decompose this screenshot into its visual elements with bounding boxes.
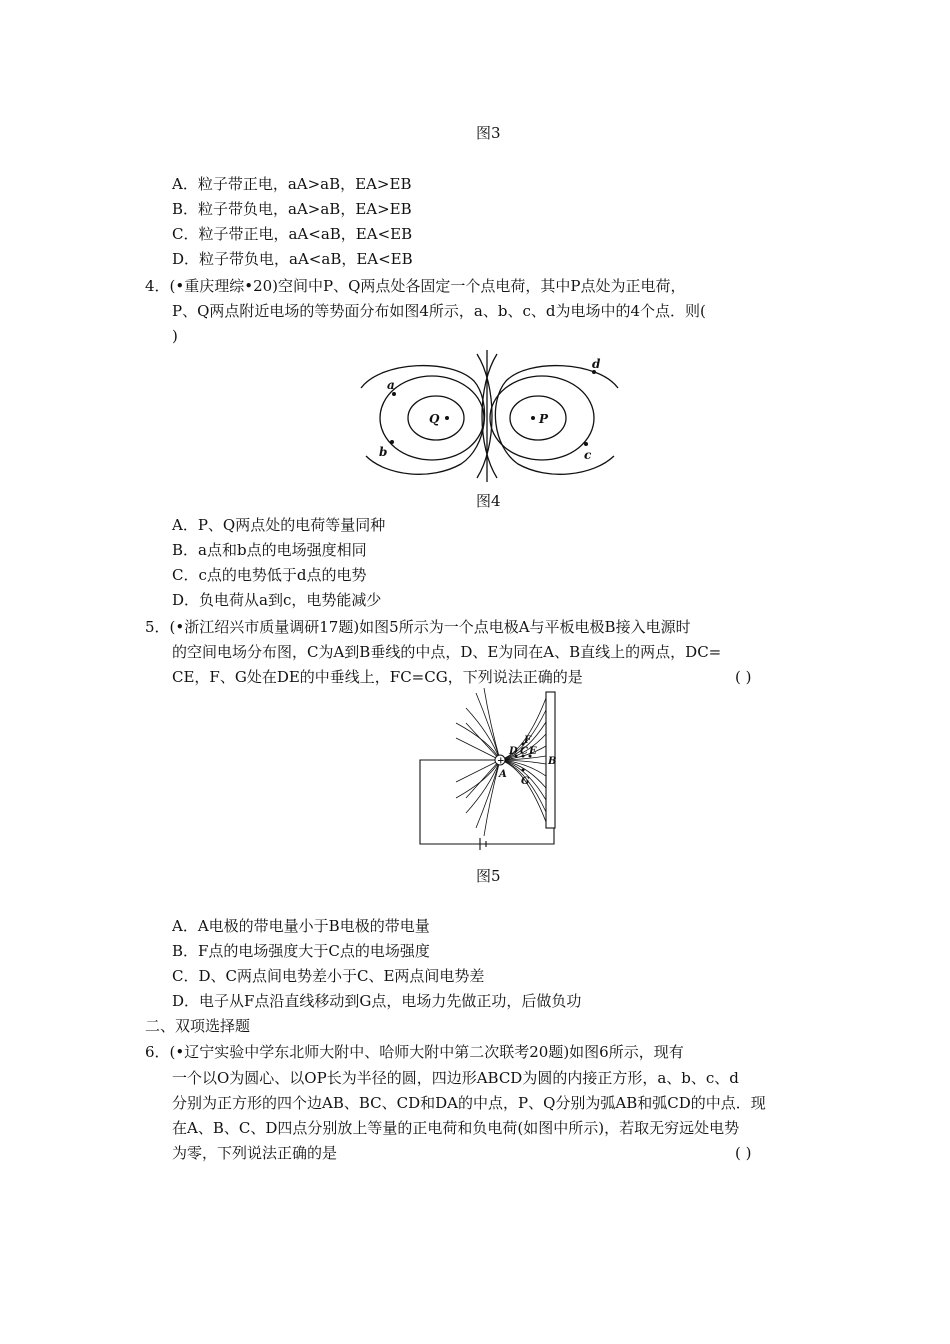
q4-stem-line-1: 4．(•重庆理综•20)空间中P、Q两点处各固定一个点电荷，其中P点处为正电荷， — [145, 277, 686, 295]
q-charge-dot — [445, 416, 449, 420]
q6-stem-line-5: 为零，下列说法正确的是 — [172, 1144, 338, 1162]
figure-5-caption: 图5 — [476, 867, 501, 885]
q3-option-a: A．粒子带正电，aA>aB，EA>EB — [172, 175, 412, 193]
label-q: Q — [429, 412, 440, 426]
q5-option-b: B．F点的电场强度大于C点的电场强度 — [172, 942, 430, 960]
figure-3-caption: 图3 — [476, 124, 501, 142]
point-b-dot — [390, 440, 394, 444]
label-a: A — [499, 769, 507, 780]
q6-stem-line-2: 一个以O为圆心、以OP长为半径的圆，四边形ABCD为圆的内接正方形，a、b、c、d — [172, 1069, 739, 1087]
field-line — [456, 738, 500, 760]
label-c: c — [584, 448, 592, 462]
q6-answer-parentheses: ( ) — [735, 1144, 752, 1162]
section-2-title: 二、双项选择题 — [145, 1017, 251, 1035]
q4-option-c: C．c点的电势低于d点的电势 — [172, 566, 367, 584]
q5-stem-line-2: 的空间电场分布图，C为A到B垂线的中点，D、E为同在A、B直线上的两点，DC= — [172, 643, 722, 661]
q3-option-c: C．粒子带正电，aA<aB，EA<EB — [172, 225, 413, 243]
figure-4-caption: 图4 — [476, 492, 501, 510]
q4-option-b: B．a点和b点的电场强度相同 — [172, 541, 367, 559]
label-plus: + — [497, 756, 505, 767]
label-g: G — [521, 776, 530, 787]
figure-4-equipotential-diagram — [356, 346, 626, 486]
point-a-dot — [392, 392, 396, 396]
label-b: B — [548, 756, 557, 767]
q4-option-a: A．P、Q两点处的电荷等量同种 — [172, 516, 386, 534]
label-d: D — [509, 746, 518, 757]
q5-stem-line-1: 5．(•浙江绍兴市质量调研17题)如图5所示为一个点电极A与平板电极B接入电源时 — [145, 618, 691, 636]
circuit-wire — [420, 760, 554, 844]
label-c: C — [520, 746, 528, 757]
label-f: F — [524, 735, 532, 746]
label-b: b — [379, 445, 388, 459]
q3-option-d: D．粒子带负电，aA<aB，EA<EB — [172, 250, 413, 268]
p-charge-dot — [531, 416, 535, 420]
point-g-dot — [522, 769, 525, 772]
figure-5-field-diagram — [416, 688, 566, 852]
q6-stem-line-3: 分别为正方形的四个边AB、BC、CD和DA的中点，P、Q分别为弧AB和弧CD的中点．现 — [172, 1094, 766, 1112]
q6-stem-line-4: 在A、B、C、D四点分别放上等量的正电荷和负电荷(如图中所示)，若取无穷远处电势 — [172, 1119, 740, 1137]
q4-stem-line-3: ) — [172, 327, 178, 345]
q3-option-b: B．粒子带负电，aA>aB，EA>EB — [172, 200, 412, 218]
q5-option-d: D．电子从F点沿直线移动到G点，电场力先做正功，后做负功 — [172, 992, 582, 1010]
label-p: P — [539, 412, 549, 426]
label-e: E — [529, 746, 537, 757]
q6-stem-line-1: 6．(•辽宁实验中学东北师大附中、哈师大附中第二次联考20题)如图6所示，现有 — [145, 1043, 684, 1061]
label-a: a — [387, 378, 395, 392]
point-c-dot — [584, 442, 588, 446]
q4-option-d: D．负电荷从a到c，电势能减少 — [172, 591, 382, 609]
q5-answer-parentheses: ( ) — [735, 668, 752, 686]
field-line — [456, 760, 500, 782]
label-d: d — [592, 357, 601, 371]
p-equipotential-inner — [510, 396, 566, 440]
q5-stem-line-3: CE，F、G处在DE的中垂线上，FC=CG，下列说法正确的是 — [172, 668, 583, 686]
q4-stem-line-2: P、Q两点附近电场的等势面分布如图4所示，a、b、c、d为电场中的4个点．则( — [172, 302, 706, 320]
q5-option-c: C．D、C两点间电势差小于C、E两点间电势差 — [172, 967, 485, 985]
q5-option-a: A．A电极的带电量小于B电极的带电量 — [172, 917, 430, 935]
